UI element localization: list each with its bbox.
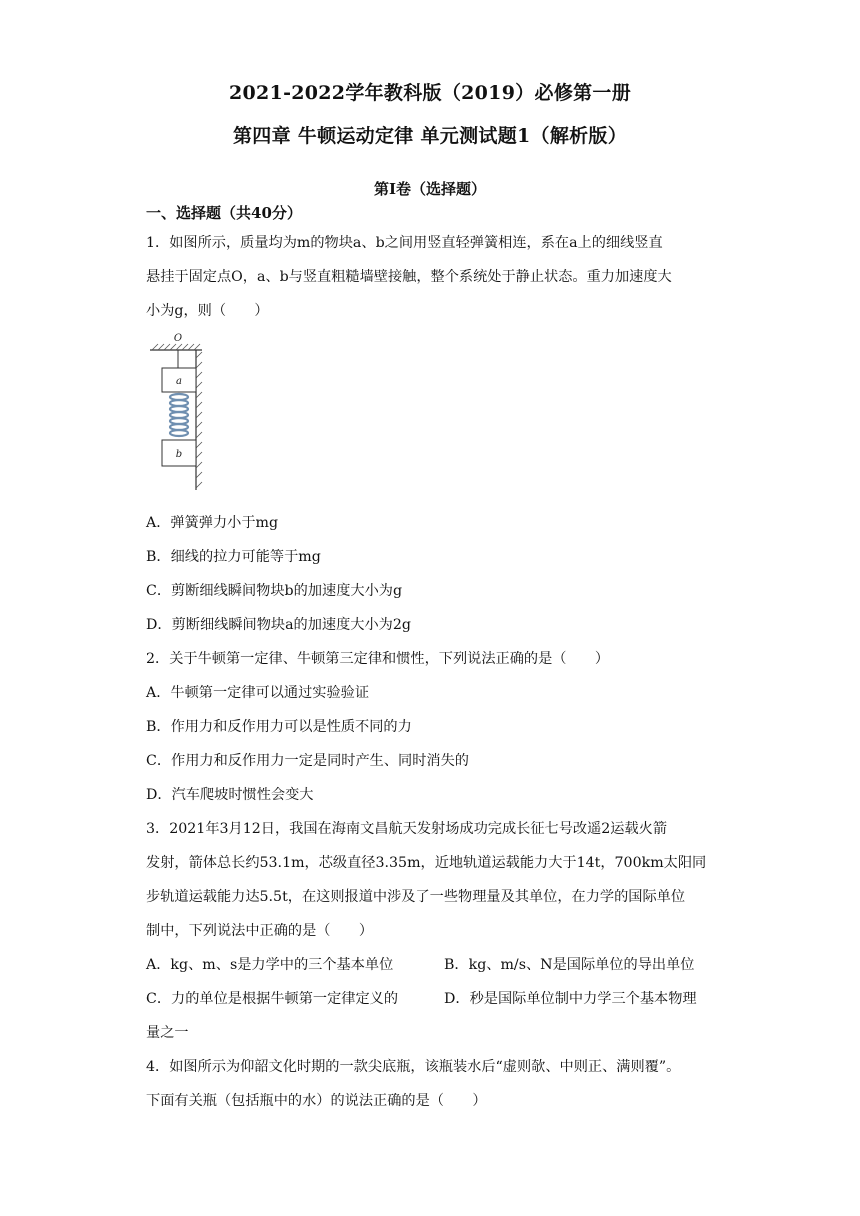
- q2-option-b: B．作用力和反作用力可以是性质不同的力: [146, 719, 412, 735]
- q4-stem-line2: 下面有关瓶（包括瓶中的水）的说法正确的是（ ）: [146, 1093, 487, 1109]
- q2-stem: 2．关于牛顿第一定律、牛顿第三定律和惯性，下列说法正确的是（ ）: [146, 651, 610, 667]
- q3-option-c: C．力的单位是根据牛顿第一定律定义的: [146, 991, 399, 1007]
- q2-option-a: A．牛顿第一定律可以通过实验验证: [146, 685, 370, 701]
- q1-option-d: D．剪断细线瞬间物块a的加速度大小为2g: [146, 617, 411, 633]
- q3-option-b: B．kg、m/s、N是国际单位的导出单位: [444, 957, 695, 973]
- doc-title-line2: 第四章 牛顿运动定律 单元测试题1（解析版）: [232, 125, 628, 147]
- q3-option-a: A．kg、m、s是力学中的三个基本单位: [146, 957, 394, 973]
- label-b: b: [175, 449, 183, 460]
- q1-option-b: B．细线的拉力可能等于mg: [146, 549, 321, 565]
- q1-stem-line1: 1．如图所示，质量均为m的物块a、b之间用竖直轻弹簧相连，系在a上的细线竖直: [146, 235, 663, 251]
- q3-stem-line3: 步轨道运载能力达5.5t，在这则报道中涉及了一些物理量及其单位，在力学的国际单位: [146, 889, 686, 905]
- q3-stem-line1: 3．2021年3月12日，我国在海南文昌航天发射场成功完成长征七号改遥2运载火箭: [146, 821, 668, 837]
- q3-option-d: D．秒是国际单位制中力学三个基本物理: [444, 991, 697, 1007]
- doc-title-line1: 2021-2022学年教科版（2019）必修第一册: [228, 82, 632, 104]
- q3-stem-line4: 制中，下列说法中正确的是（ ）: [146, 923, 374, 939]
- q1-option-c: C．剪断细线瞬间物块b的加速度大小为g: [146, 583, 403, 599]
- q1-stem-line3: 小为g，则（ ）: [146, 303, 269, 319]
- q1-stem-line2: 悬挂于固定点O，a、b与竖直粗糙墙壁接触，整个系统处于静止状态。重力加速度大: [146, 269, 672, 285]
- q2-option-c: C．作用力和反作用力一定是同时产生、同时消失的: [146, 753, 469, 769]
- q2-option-d: D．汽车爬坡时惯性会变大: [146, 787, 314, 803]
- q3-option-d-cont: 量之一: [146, 1025, 189, 1041]
- label-o: O: [173, 333, 183, 344]
- q4-stem-line1: 4．如图所示为仰韶文化时期的一款尖底瓶，该瓶装水后“虚则欹、中则正、满则覆”。: [146, 1059, 681, 1075]
- volume-title: 第Ⅰ卷（选择题）: [373, 180, 487, 198]
- label-a: a: [176, 376, 182, 387]
- q1-option-a: A．弹簧弹力小于mg: [146, 515, 279, 531]
- part-title: 一、选择题（共40分）: [146, 204, 302, 222]
- spring-block-diagram: [146, 330, 216, 492]
- q3-stem-line2: 发射，箭体总长约53.1m，芯级直径3.35m，近地轨道运载能力大于14t，700km太阳同: [146, 855, 707, 871]
